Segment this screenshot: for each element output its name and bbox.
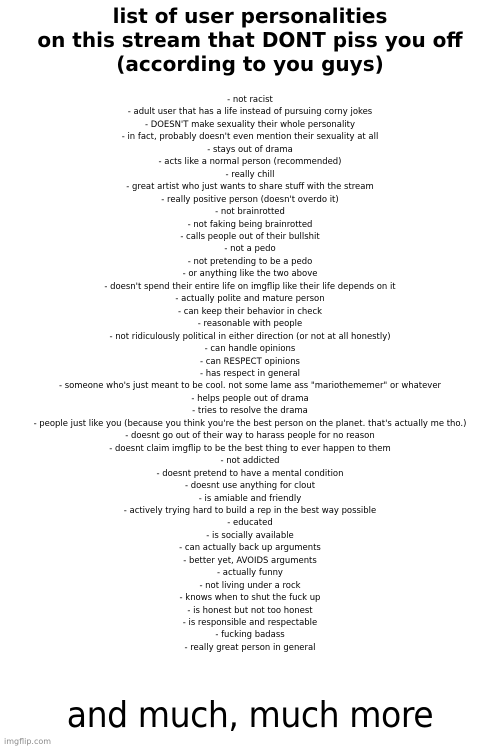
list-item: - can actually back up arguments: [179, 543, 321, 554]
footer-caption: and much, much more: [66, 695, 434, 736]
list-item: - not pretending to be a pedo: [187, 256, 313, 267]
list-item: - actually polite and mature person: [175, 294, 325, 305]
list-item: - not ridiculously political in either direction (or not at all honestly): [109, 331, 391, 342]
imgflip-watermark: imgflip.com: [4, 737, 52, 746]
meme-title: [0, 4, 500, 76]
list-item: - better yet, AVOIDS arguments: [183, 555, 317, 566]
list-item: - reasonable with people: [197, 319, 303, 330]
list-item: - not a pedo: [224, 244, 276, 255]
list-item: - can RESPECT opinions: [200, 356, 300, 367]
list-item: - stays out of drama: [207, 144, 293, 155]
list-item: - doesnt pretend to have a mental condition: [156, 468, 344, 479]
list-item: - not living under a rock: [199, 580, 301, 591]
list-item: - doesn't spend their entire life on imgflip like their life depends on it: [104, 281, 396, 292]
list-item: - tries to resolve the drama: [192, 406, 308, 417]
list-item: - DOESN'T make sexuality their whole personality: [144, 119, 355, 130]
list-item: - actively trying hard to build a rep in the best way possible: [123, 505, 377, 516]
list-item: - in fact, probably doesn't even mention their sexuality at all: [121, 132, 379, 143]
list-item: - calls people out of their bullshit: [180, 231, 320, 242]
list-item: - really great person in general: [184, 642, 316, 653]
list-item: - is amiable and friendly: [198, 493, 302, 504]
list-item: - is socially available: [206, 530, 294, 541]
list-item: - is responsible and respectable: [182, 618, 318, 629]
list-item: - has respect in general: [199, 368, 301, 379]
list-item: - can handle opinions: [204, 344, 296, 355]
list-item: - great artist who just wants to share stuff with the stream: [126, 182, 374, 193]
list-item: - doesnt go out of their way to harass people for no reason: [125, 431, 375, 442]
title-line-2: on this stream that DONT piss you off: [37, 28, 463, 52]
list-item: - people just like you (because you think you're the best person on the planet. that's actually me tho.): [33, 418, 467, 429]
list-item: - not racist: [227, 95, 273, 105]
list-item: - can keep their behavior in check: [177, 306, 323, 317]
list-item: - doesnt claim imgflip to be the best thing to ever happen to them: [109, 443, 391, 454]
list-item: - actually funny: [217, 568, 283, 579]
list-item: - adult user that has a life instead of pursuing corny jokes: [127, 107, 373, 118]
list-item: - not brainrotted: [215, 207, 285, 218]
list-item: - or anything like the two above: [182, 269, 318, 280]
personality-list: [0, 94, 500, 654]
title-line-1: list of user personalities: [112, 4, 388, 28]
list-item: - educated: [227, 518, 273, 529]
list-item: - not faking being brainrotted: [187, 219, 313, 230]
list-item: - acts like a normal person (recommended): [158, 157, 342, 168]
list-item: - really chill: [225, 169, 275, 180]
title-line-3: (according to you guys): [116, 52, 384, 76]
list-item: - fucking badass: [215, 630, 285, 641]
list-item: - not addicted: [220, 456, 280, 467]
list-item: - knows when to shut the fuck up: [179, 593, 321, 604]
list-item: - doesnt use anything for clout: [184, 481, 316, 492]
list-item: - really positive person (doesn't overdo it): [161, 194, 339, 205]
list-item: - helps people out of drama: [191, 393, 309, 404]
list-item: - someone who's just meant to be cool. not some lame ass "mariothememer" or whatever: [58, 381, 442, 392]
list-item: - is honest but not too honest: [187, 605, 313, 616]
